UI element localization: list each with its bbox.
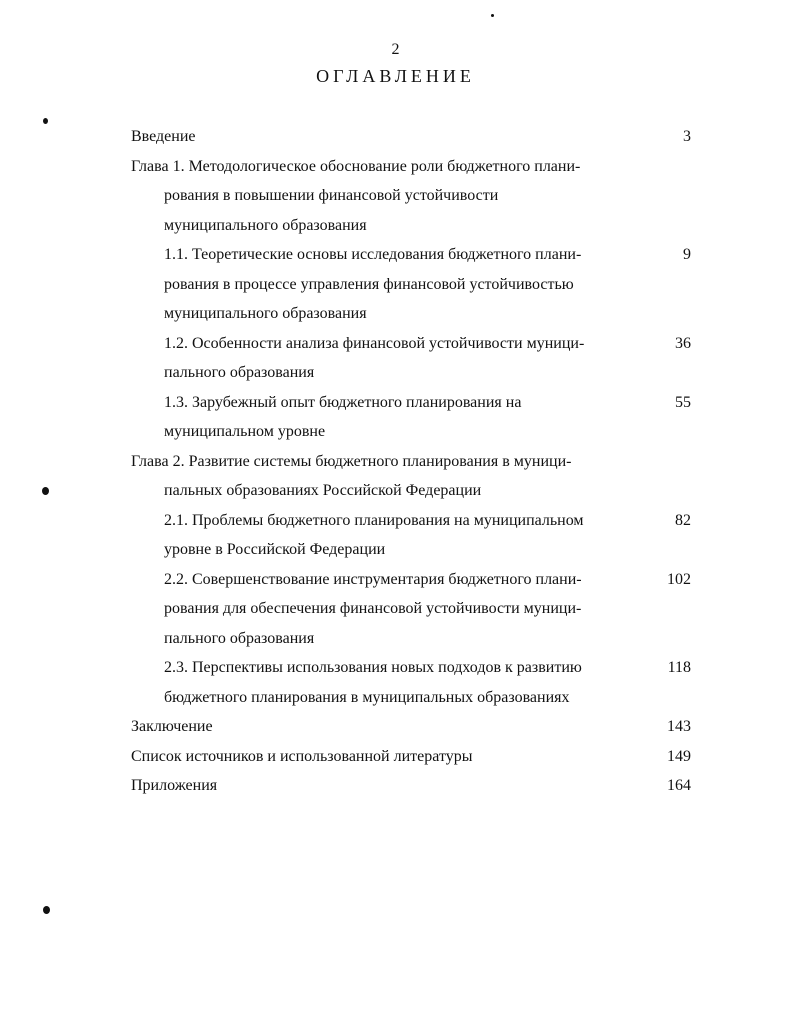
toc-entry-title: Список источников и использованной литературы — [131, 747, 473, 765]
toc-entry-introduction — [0, 122, 791, 152]
toc-entry-chapter-1 — [0, 152, 791, 241]
toc-entry-title-continuation: рования в процессе управления финансовой устойчивостью — [164, 275, 574, 293]
toc-entry-title: 1.2. Особенности анализа финансовой устойчивости муници- — [164, 334, 585, 352]
toc-entry-title: Введение — [131, 128, 196, 145]
toc-page-number: 36 — [675, 334, 691, 352]
toc-page-number: 102 — [667, 570, 691, 588]
toc-entry-title: Приложения — [131, 777, 218, 794]
page-title: ОГЛАВЛЕНИЕ — [316, 66, 475, 86]
toc-page-number: 9 — [683, 246, 691, 263]
toc-entry-section-1-2 — [0, 329, 791, 388]
toc-entry-section-2-3 — [0, 653, 791, 712]
toc-entry-appendices — [0, 771, 791, 801]
toc-entry-title: 2.3. Перспективы использования новых подходов к развитию — [164, 659, 582, 676]
toc-entry-title-continuation: муниципальном уровне — [164, 423, 326, 440]
toc-entry-title-continuation: пальных образованиях Российской Федерации — [164, 482, 482, 499]
binder-hole-mark — [42, 487, 49, 495]
toc-entry-title: 2.1. Проблемы бюджетного планирования на муниципальном — [164, 511, 584, 529]
toc-entry-title-continuation: муниципального образования — [164, 305, 367, 322]
binder-hole-mark — [43, 906, 50, 914]
toc-page-number: 164 — [667, 777, 691, 794]
toc-page-number: 55 — [675, 393, 691, 411]
toc-entry-title-continuation: пального образования — [164, 364, 315, 381]
toc-page-number: 118 — [667, 659, 691, 676]
toc-page-number: 82 — [675, 511, 691, 529]
toc-entry-title: 1.3. Зарубежный опыт бюджетного планирования на — [164, 393, 522, 411]
binder-hole-mark — [43, 118, 48, 124]
scan-speck — [491, 14, 494, 17]
toc-page-number: 143 — [667, 718, 691, 735]
toc-page-number: 3 — [683, 128, 691, 145]
toc-entry-title-continuation: пального образования — [164, 629, 315, 647]
toc-entry-section-1-1 — [0, 240, 791, 329]
toc-entry-bibliography — [0, 742, 791, 772]
toc-page-number: 149 — [667, 747, 691, 765]
toc-entry-title-continuation: уровне в Российской Федерации — [164, 541, 386, 558]
toc-entry-title: Глава 2. Развитие системы бюджетного планирования в муници- — [131, 452, 572, 470]
toc-entry-section-2-2 — [0, 565, 791, 654]
toc-entry-title: 1.1. Теоретические основы исследования бюджетного плани- — [164, 246, 582, 263]
toc-entry-section-2-1 — [0, 506, 791, 565]
toc-entry-title: Глава 1. Методологическое обоснование роли бюджетного плани- — [131, 157, 581, 175]
toc-entry-title: Заключение — [131, 718, 213, 735]
page-number: 2 — [391, 41, 400, 58]
toc-entry-conclusion — [0, 712, 791, 742]
toc-entry-section-1-3 — [0, 388, 791, 447]
toc-entry-title: 2.2. Совершенствование инструментария бюджетного плани- — [164, 570, 582, 588]
toc-entry-title-continuation: бюджетного планирования в муниципальных образованиях — [164, 688, 570, 706]
toc-entry-title-continuation: рования для обеспечения финансовой устойчивости муници- — [164, 600, 582, 617]
toc-entry-title-continuation: муниципального образования — [164, 216, 367, 234]
toc-entry-chapter-2 — [0, 447, 791, 506]
toc-entry-title-continuation: рования в повышении финансовой устойчивости — [164, 187, 499, 204]
table-of-contents — [0, 122, 791, 801]
